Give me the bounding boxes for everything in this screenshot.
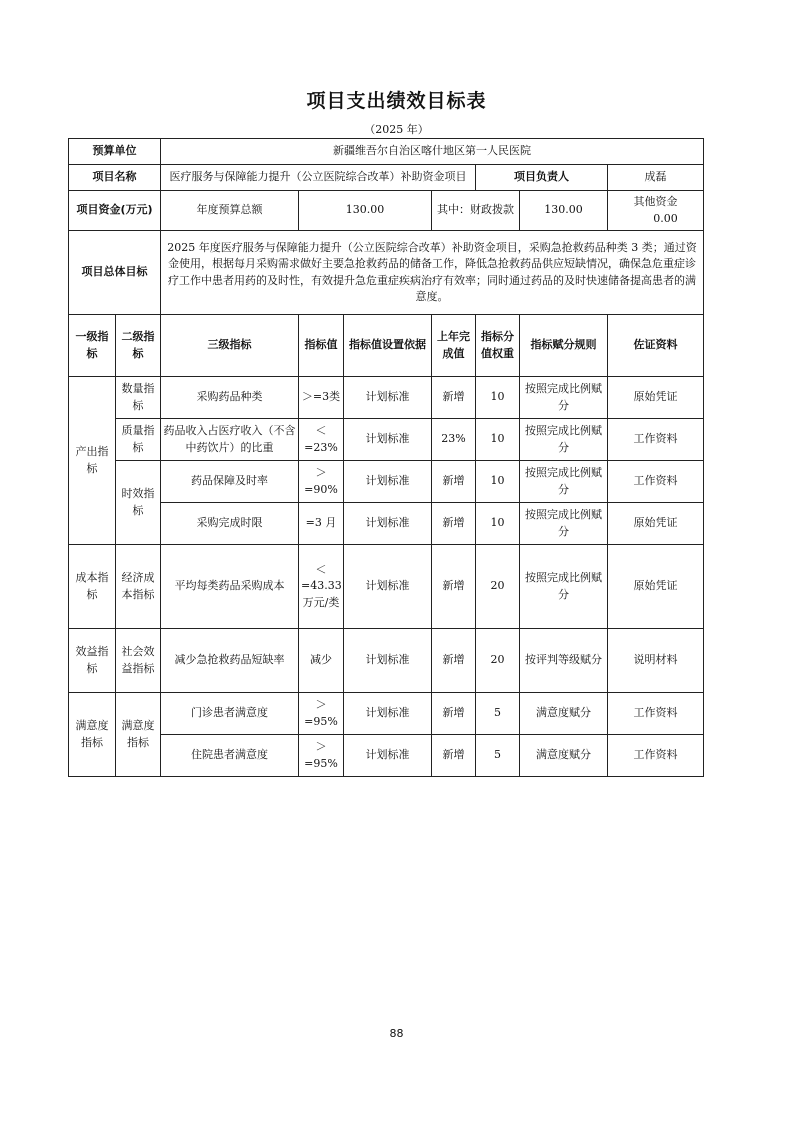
indicator-value: ＞=3类 — [299, 377, 344, 419]
indicator-name: 减少急抢救药品短缺率 — [161, 629, 299, 693]
indicator-weight: 10 — [476, 419, 520, 461]
budget-unit-label: 预算单位 — [69, 139, 161, 165]
indicator-rule: 按照完成比例赋分 — [520, 545, 608, 629]
project-owner-label: 项目负责人 — [476, 165, 608, 191]
indicator-weight: 10 — [476, 377, 520, 419]
annual-budget-label: 年度预算总额 — [161, 191, 299, 231]
header-rule: 指标赋分规则 — [520, 315, 608, 377]
indicator-evidence: 原始凭证 — [608, 503, 704, 545]
page-number: 88 — [389, 1027, 404, 1040]
indicator-evidence: 工作资料 — [608, 419, 704, 461]
indicator-basis: 计划标准 — [344, 377, 432, 419]
indicator-basis: 计划标准 — [344, 545, 432, 629]
indicator-basis: 计划标准 — [344, 461, 432, 503]
indicator-rule: 按照完成比例赋分 — [520, 419, 608, 461]
indicator-value: 减少 — [299, 629, 344, 693]
indicator-evidence: 说明材料 — [608, 629, 704, 693]
indicator-name: 药品保障及时率 — [161, 461, 299, 503]
indicator-last-year: 新增 — [432, 503, 476, 545]
indicator-weight: 10 — [476, 461, 520, 503]
indicator-evidence: 工作资料 — [608, 693, 704, 735]
header-basis: 指标值设置依据 — [344, 315, 432, 377]
subgroup-timeliness: 时效指标 — [116, 461, 161, 545]
indicator-weight: 20 — [476, 545, 520, 629]
budget-unit-value: 新疆维吾尔自治区喀什地区第一人民医院 — [161, 139, 704, 165]
header-weight: 指标分值权重 — [476, 315, 520, 377]
indicator-last-year: 新增 — [432, 693, 476, 735]
indicator-value: ＞=95% — [299, 693, 344, 735]
indicator-evidence: 工作资料 — [608, 461, 704, 503]
indicator-value: ＜=23% — [299, 419, 344, 461]
indicator-evidence: 原始凭证 — [608, 377, 704, 419]
overall-goal-text: 2025 年度医疗服务与保障能力提升（公立医院综合改革）补助资金项目，采购急抢救药品种类 3 类；通过资金使用，根据每月采购需求做好主要急抢救药品的储备工作，降低急抢救药品供应短缺情况，确保急危重症诊疗工作中患者用药的及时性，有效提升急危重症疾病治疗有效率；同时通过药品的及时快速储备提高患者的满意度。 — [161, 231, 704, 315]
header-level2: 二级指标 — [116, 315, 161, 377]
indicator-weight: 5 — [476, 735, 520, 777]
subgroup-quantity: 数量指标 — [116, 377, 161, 419]
subgroup-satisfaction: 满意度指标 — [116, 693, 161, 777]
indicator-value: ＞=95% — [299, 735, 344, 777]
indicator-rule: 按照完成比例赋分 — [520, 503, 608, 545]
indicator-value: =3 月 — [299, 503, 344, 545]
indicator-name: 住院患者满意度 — [161, 735, 299, 777]
indicator-last-year: 新增 — [432, 461, 476, 503]
header-level3: 三级指标 — [161, 315, 299, 377]
indicator-rule: 按照完成比例赋分 — [520, 461, 608, 503]
indicator-rule: 满意度赋分 — [520, 693, 608, 735]
indicator-weight: 5 — [476, 693, 520, 735]
indicator-last-year: 新增 — [432, 377, 476, 419]
indicator-rule: 满意度赋分 — [520, 735, 608, 777]
project-name-value: 医疗服务与保障能力提升（公立医院综合改革）补助资金项目 — [161, 165, 476, 191]
indicator-value: ＞=90% — [299, 461, 344, 503]
project-funds-label: 项目资金(万元) — [69, 191, 161, 231]
indicator-name: 平均每类药品采购成本 — [161, 545, 299, 629]
indicator-rule: 按评判等级赋分 — [520, 629, 608, 693]
indicator-name: 采购完成时限 — [161, 503, 299, 545]
project-owner-value: 成磊 — [608, 165, 704, 191]
group-satisfaction: 满意度指标 — [69, 693, 116, 777]
indicator-last-year: 新增 — [432, 735, 476, 777]
other-funds-group — [608, 191, 704, 231]
indicator-evidence: 工作资料 — [608, 735, 704, 777]
indicator-basis: 计划标准 — [344, 503, 432, 545]
group-cost: 成本指标 — [69, 545, 116, 629]
indicator-basis: 计划标准 — [344, 693, 432, 735]
indicator-basis: 计划标准 — [344, 629, 432, 693]
indicator-evidence: 原始凭证 — [608, 545, 704, 629]
subgroup-quality: 质量指标 — [116, 419, 161, 461]
performance-target-table — [68, 138, 704, 777]
header-evidence: 佐证资料 — [608, 315, 704, 377]
indicator-last-year: 新增 — [432, 545, 476, 629]
subgroup-economic-cost: 经济成本指标 — [116, 545, 161, 629]
indicator-name: 采购药品种类 — [161, 377, 299, 419]
group-output: 产出指标 — [69, 377, 116, 545]
indicator-name: 药品收入占医疗收入（不含中药饮片）的比重 — [161, 419, 299, 461]
year-subtitle: （2025 年） — [364, 123, 429, 136]
page-title: 项目支出绩效目标表 — [306, 90, 487, 112]
overall-goal-label: 项目总体目标 — [69, 231, 161, 315]
subgroup-social-benefit: 社会效益指标 — [116, 629, 161, 693]
indicator-weight: 20 — [476, 629, 520, 693]
indicator-rule: 按照完成比例赋分 — [520, 377, 608, 419]
fiscal-funds-value: 130.00 — [520, 191, 608, 231]
indicator-last-year: 23% — [432, 419, 476, 461]
header-last-year: 上年完成值 — [432, 315, 476, 377]
indicator-basis: 计划标准 — [344, 419, 432, 461]
indicator-basis: 计划标准 — [344, 735, 432, 777]
group-benefit: 效益指标 — [69, 629, 116, 693]
fiscal-funds-label: 其中：财政拨款 — [432, 191, 520, 231]
other-funds-value: 0.00 — [653, 211, 678, 225]
header-value: 指标值 — [299, 315, 344, 377]
indicator-name: 门诊患者满意度 — [161, 693, 299, 735]
indicator-value: ＜=43.33 万元/类 — [299, 545, 344, 629]
indicator-weight: 10 — [476, 503, 520, 545]
indicator-last-year: 新增 — [432, 629, 476, 693]
project-name-label: 项目名称 — [69, 165, 161, 191]
header-level1: 一级指标 — [69, 315, 116, 377]
other-funds-label: 其他资金 — [633, 195, 678, 208]
annual-budget-value: 130.00 — [299, 191, 432, 231]
